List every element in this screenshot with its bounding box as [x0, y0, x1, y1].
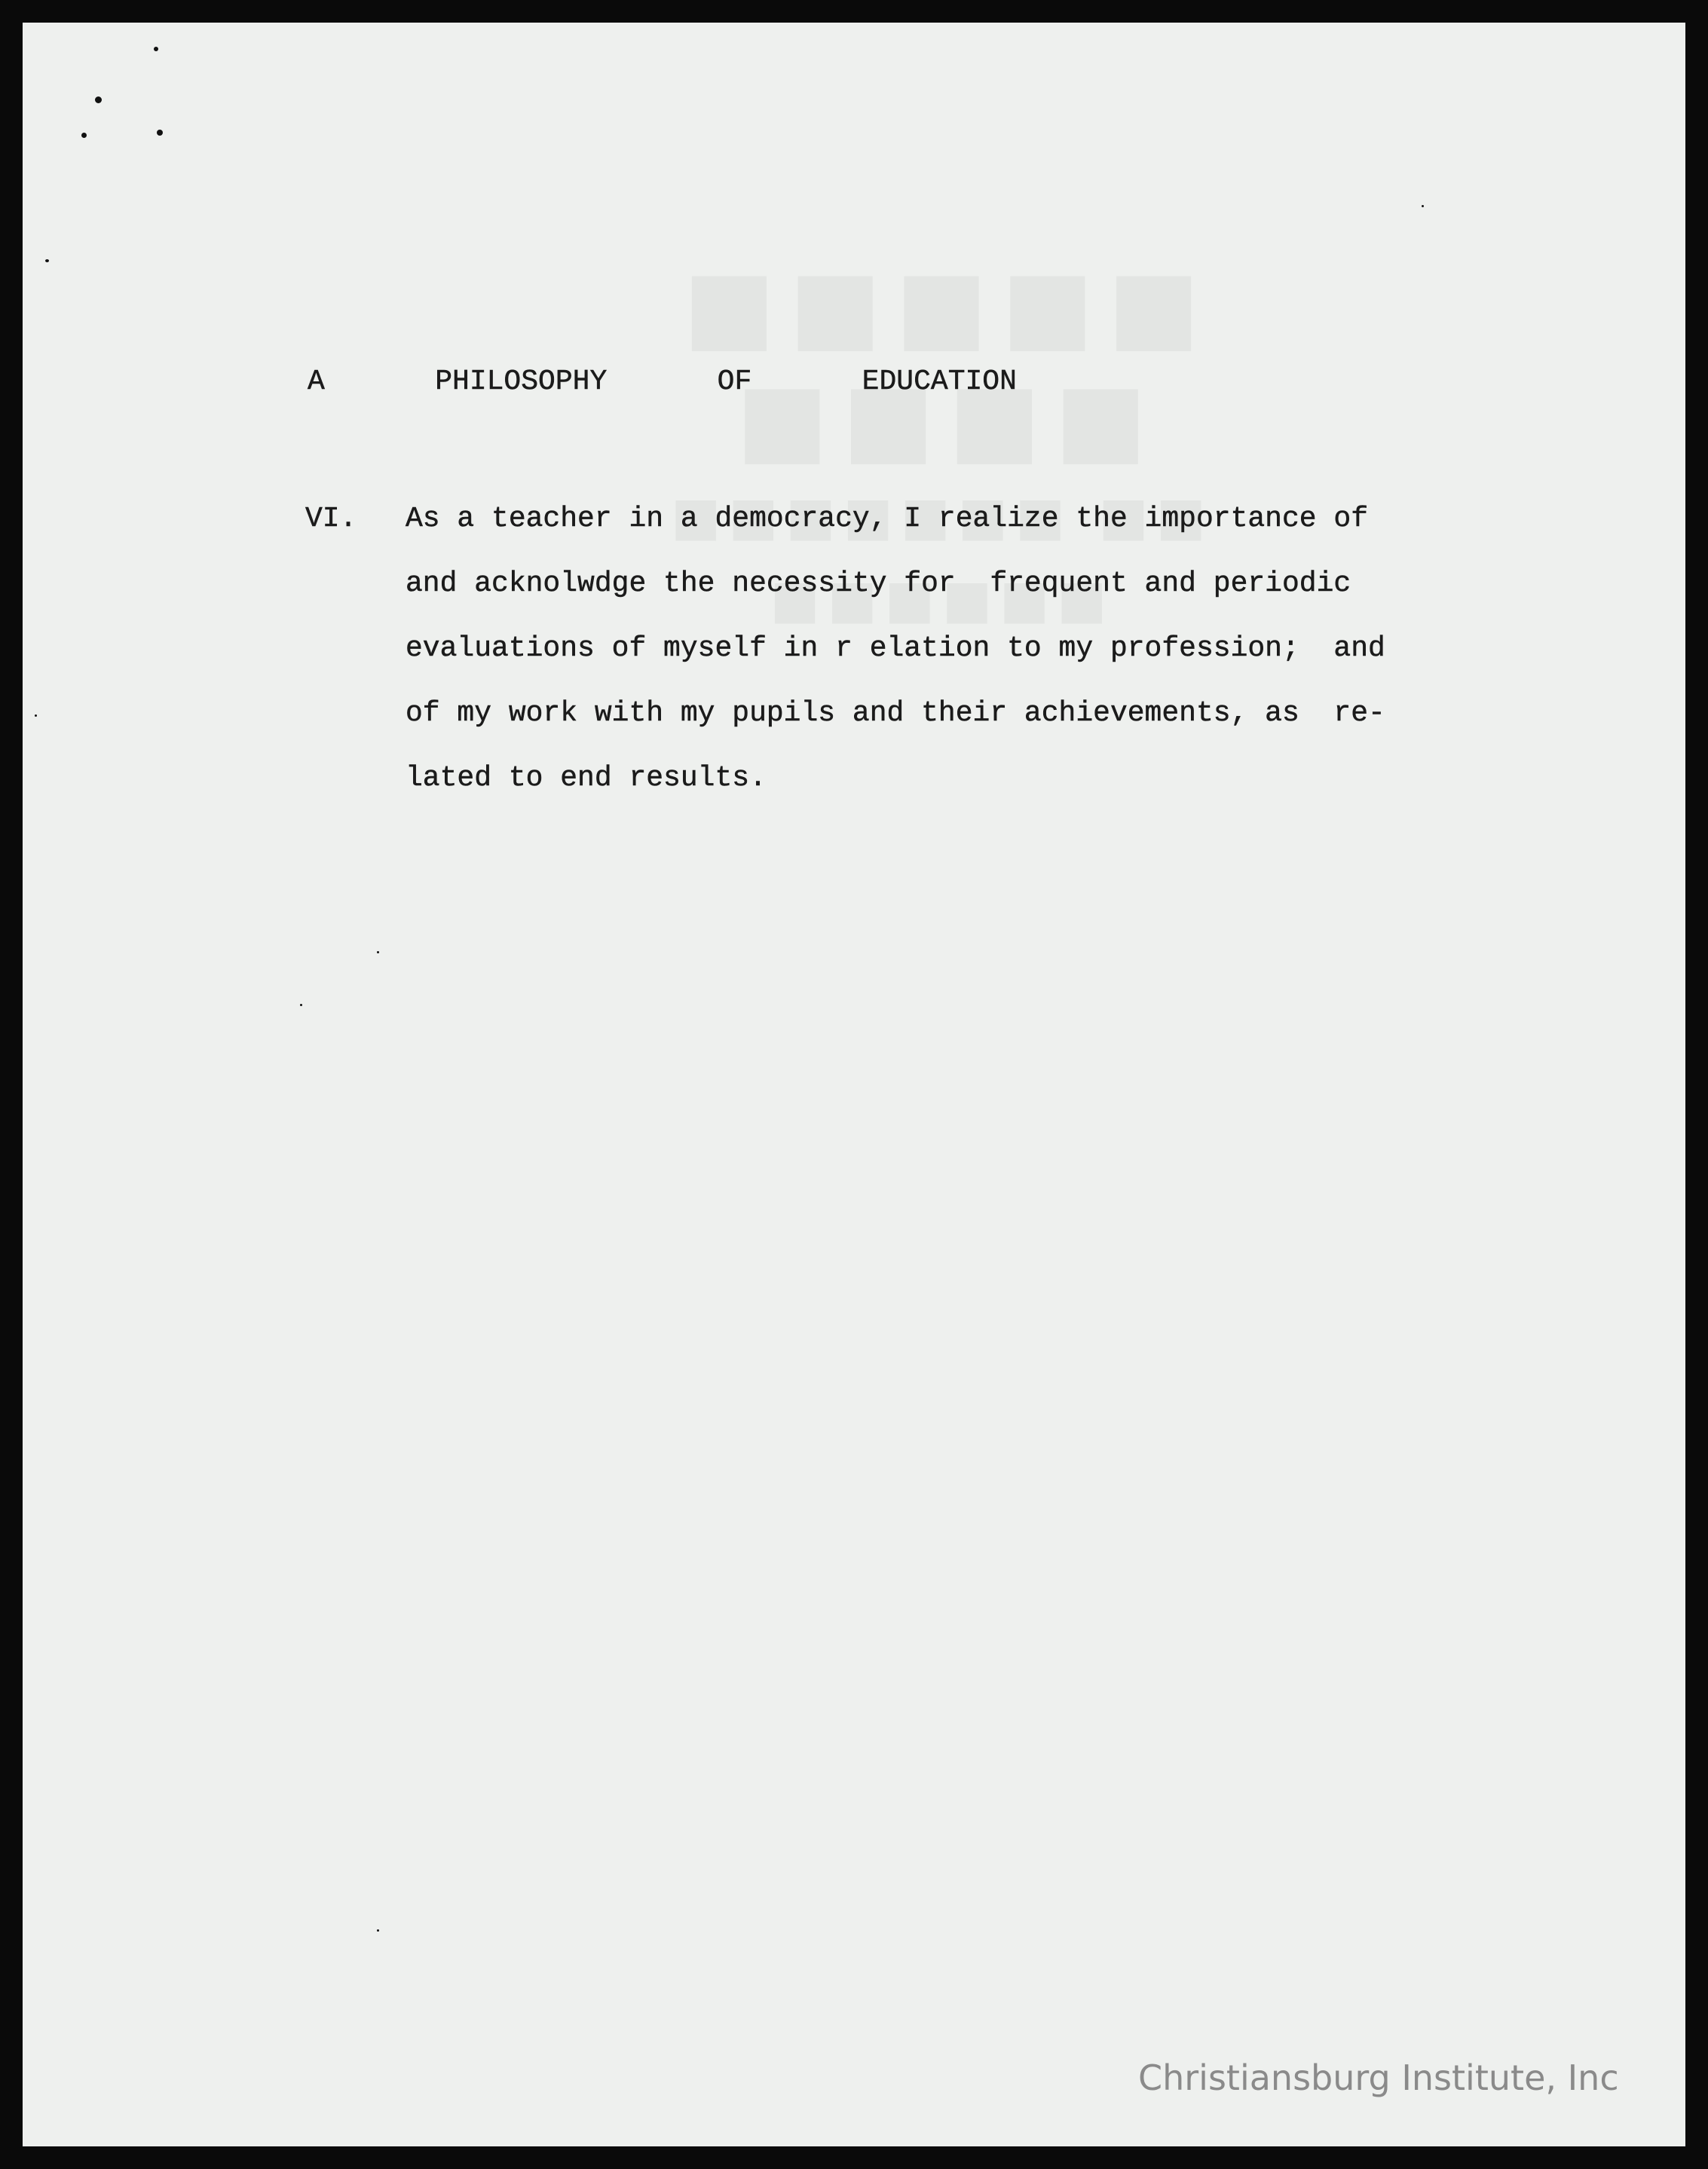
paragraph-line: of my work with my pupils and their achievements, as re- [406, 697, 1385, 730]
paragraph-line: lated to end results. [406, 762, 767, 794]
paper-speck [1422, 205, 1424, 207]
paper-speck [300, 1004, 302, 1006]
section-numeral: VI. [305, 503, 357, 535]
paper-speck [377, 951, 379, 953]
paragraph-line: As a teacher in a democracy, I realize the importance of [406, 503, 1369, 535]
paragraph-line: and acknolwdge the necessity for frequent and periodic [406, 567, 1351, 600]
paper-speck [154, 47, 158, 51]
paper-speck [377, 1929, 379, 1932]
paper-speck [45, 259, 49, 262]
paper-speck [157, 130, 163, 136]
watermark-credit: Christiansburg Institute, Inc [1138, 2057, 1619, 2098]
document-title: A PHILOSOPHY OF EDUCATION [308, 366, 1017, 398]
paper-speck [95, 96, 102, 103]
paper-speck [35, 714, 37, 717]
paragraph-line: evaluations of myself in r elation to my profession; and [406, 632, 1385, 665]
document-page [23, 23, 1685, 2146]
paper-speck [81, 133, 87, 138]
